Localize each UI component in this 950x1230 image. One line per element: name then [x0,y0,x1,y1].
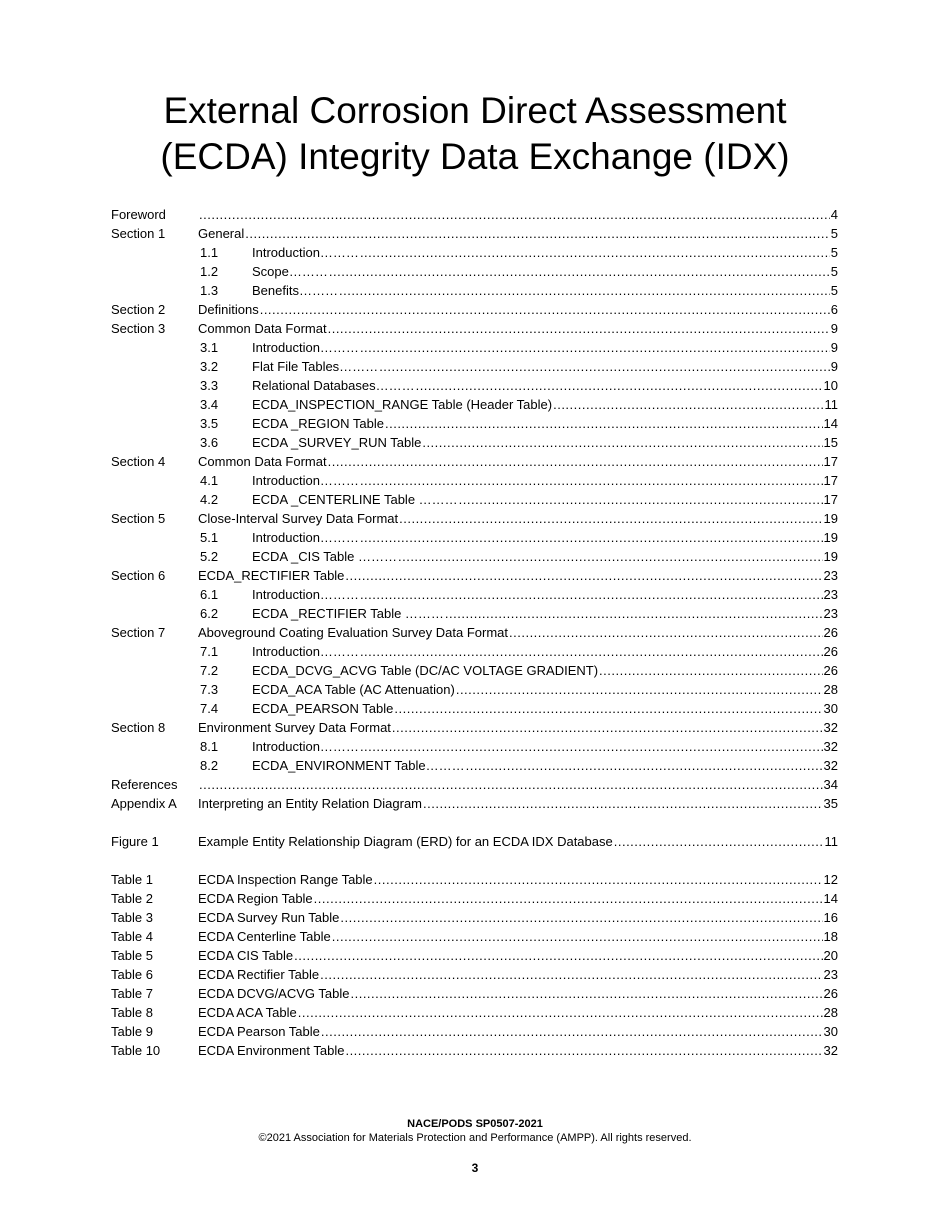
toc-page-number: 19 [823,530,838,545]
toc-title: ECDA_INSPECTION_RANGE Table (Header Table) [252,397,553,412]
toc-page-number: 17 [823,492,838,507]
toc-title: ECDA_DCVG_ACVG Table (DC/AC VOLTAGE GRADIENT) [252,663,599,678]
toc-title: ECDA _RECTIFIER Table ……… [252,606,444,621]
toc-page-number: 32 [823,758,838,773]
table-list-row[interactable] [111,889,838,908]
toc-title: Example Entity Relationship Diagram (ERD) for an ECDA IDX Database [198,834,613,849]
document-title [0,88,950,180]
toc-row[interactable] [111,205,838,224]
toc-page-number: 9 [830,359,838,374]
toc-page-number: 20 [823,948,838,963]
toc-entry [198,927,838,946]
toc-label: Section 2 [111,302,166,317]
toc-page-number: 34 [823,777,838,792]
toc-leader-dots [360,338,830,357]
toc-page-number: 28 [823,1005,838,1020]
toc-page-number: 32 [823,739,838,754]
toc-entry [200,642,838,661]
toc-title: Introduction……… [252,245,359,260]
toc-leader-dots [509,623,823,642]
toc-title: Benefits……… [252,283,338,298]
toc-entry [198,205,838,224]
toc-entry [198,1003,838,1022]
toc-page-number: 30 [823,1024,838,1039]
toc-title: ECDA _CENTERLINE Table ……… [252,492,458,507]
toc-page-number: 17 [823,454,838,469]
toc-entry [200,490,838,509]
toc-entry [198,1041,838,1060]
toc-title: ECDA Pearson Table [198,1024,320,1039]
toc-page-number: 5 [830,245,838,260]
toc-label: Table 1 [111,872,153,887]
toc-leader-dots [374,870,823,889]
toc-label: Table 4 [111,929,153,944]
toc-row[interactable] [111,471,838,490]
toc-page-number: 10 [823,378,838,393]
toc-entry [200,680,838,699]
toc-leader-dots [345,1041,822,1060]
page-number: 3 [471,1161,479,1175]
toc-page-number: 14 [823,891,838,906]
toc-number: 5.2 [200,549,219,564]
toc-title: ECDA _REGION Table [252,416,384,431]
toc-label: Table 9 [111,1024,153,1039]
toc-row[interactable] [111,357,838,376]
toc-entry [200,338,838,357]
toc-title: ECDA Rectifier Table [198,967,320,982]
toc-entry [198,224,838,243]
toc-number: 1.3 [200,283,219,298]
toc-label: Table 2 [111,891,153,906]
toc-label: Section 6 [111,568,166,583]
toc-entry [198,908,838,927]
toc-label: References [111,777,178,792]
toc-row[interactable] [111,661,838,680]
toc-leader-dots [614,832,824,851]
table-list-row[interactable] [111,1041,838,1060]
toc-row[interactable] [111,395,838,414]
toc-row[interactable] [111,509,838,528]
table-list-row[interactable] [111,965,838,984]
table-list-row[interactable] [111,1003,838,1022]
toc-title: ECDA_PEARSON Table [252,701,394,716]
toc-entry [200,376,838,395]
toc-page-number: 35 [823,796,838,811]
toc-leader-dots [360,585,823,604]
toc-leader-dots [360,642,823,661]
toc-page-number: 5 [830,283,838,298]
toc-entry [200,433,838,452]
toc-leader-dots [385,414,823,433]
toc-label: Section 7 [111,625,166,640]
toc-page-number: 17 [823,473,838,488]
toc-title: Introduction……… [252,587,359,602]
toc-row[interactable] [111,718,838,737]
toc-label: Table 8 [111,1005,153,1020]
toc-entry [200,357,838,376]
toc-row[interactable] [111,414,838,433]
toc-label: Table 3 [111,910,153,925]
toc-page-number: 16 [823,910,838,925]
toc-row[interactable] [111,528,838,547]
toc-leader-dots [332,927,823,946]
toc-label: Section 3 [111,321,166,336]
toc-page-number: 18 [823,929,838,944]
toc-leader-dots [466,756,823,775]
toc-leader-dots [314,889,823,908]
toc-entry [198,509,838,528]
toc-title: ECDA CIS Table [198,948,294,963]
toc-entry [198,300,838,319]
toc-leader-dots [360,528,823,547]
toc-leader-dots [298,1003,823,1022]
toc-number: 3.6 [200,435,219,450]
toc-page-number: 26 [823,663,838,678]
toc-row[interactable] [111,604,838,623]
toc-number: 6.2 [200,606,219,621]
toc-entry [200,699,838,718]
toc-number: 3.3 [200,378,219,393]
toc-title: Introduction……… [252,739,359,754]
toc-page-number: 9 [830,321,838,336]
toc-leader-dots [360,737,823,756]
toc-number: 6.1 [200,587,219,602]
toc-title: ECDA Centerline Table [198,929,331,944]
toc-leader-dots [328,452,823,471]
toc-page-number: 19 [823,549,838,564]
toc-label: Section 4 [111,454,166,469]
toc-title: ECDA ACA Table [198,1005,297,1020]
toc-page-number: 32 [823,1043,838,1058]
toc-label: Table 7 [111,986,153,1001]
toc-number: 3.2 [200,359,219,374]
toc-title: ECDA Environment Table [198,1043,345,1058]
toc-leader-dots [423,794,823,813]
toc-page-number: 14 [823,416,838,431]
toc-title: Introduction……… [252,530,359,545]
toc-leader-dots [379,357,830,376]
toc-title: Flat File Tables……… [252,359,379,374]
toc-leader-dots [416,376,823,395]
toc-row[interactable] [111,756,838,775]
toc-entry [198,946,838,965]
toc-leader-dots [459,490,823,509]
toc-row[interactable] [111,338,838,357]
toc-entry [198,984,838,1003]
toc-leader-dots [360,471,823,490]
toc-label: Section 1 [111,226,166,241]
toc-row[interactable] [111,794,838,813]
toc-title: ECDA_ACA Table (AC Attenuation) [252,682,455,697]
toc-label: Section 8 [111,720,166,735]
toc-leader-dots [456,680,823,699]
toc-row[interactable] [111,547,838,566]
toc-page-number: 30 [823,701,838,716]
toc-page-number: 23 [823,606,838,621]
toc-number: 4.1 [200,473,219,488]
toc-leader-dots [199,775,823,794]
toc-title: Introduction……… [252,644,359,659]
toc-entry [200,281,838,300]
toc-number: 7.2 [200,663,219,678]
toc-title: ECDA _CIS Table ……… [252,549,397,564]
toc-title: Common Data Format [198,321,327,336]
title-line-2: (ECDA) Integrity Data Exchange (IDX) [160,136,790,177]
table-list-row[interactable] [111,946,838,965]
table-of-contents [111,205,838,1060]
toc-title: Introduction……… [252,473,359,488]
toc-entry [200,661,838,680]
toc-row[interactable] [111,262,838,281]
table-list-row[interactable] [111,870,838,889]
toc-number: 8.2 [200,758,219,773]
toc-leader-dots [445,604,823,623]
toc-number: 7.1 [200,644,219,659]
toc-entry [198,832,838,851]
toc-row[interactable] [111,376,838,395]
toc-page-number: 5 [830,264,838,279]
toc-entry [198,566,838,585]
toc-leader-dots [339,281,830,300]
toc-row[interactable] [111,300,838,319]
toc-leader-dots [599,661,823,680]
toc-leader-dots [321,1022,823,1041]
toc-row[interactable] [111,775,838,794]
toc-entry [200,262,838,281]
toc-page-number: 11 [824,397,838,412]
toc-row[interactable] [111,452,838,471]
toc-entry [200,414,838,433]
toc-title: Scope……… [252,264,328,279]
toc-title: ECDA DCVG/ACVG Table [198,986,350,1001]
toc-number: 4.2 [200,492,219,507]
toc-leader-dots [329,262,830,281]
toc-row[interactable] [111,585,838,604]
toc-entry [198,718,838,737]
toc-title: Introduction……… [252,340,359,355]
toc-title: ECDA_ENVIRONMENT Table……… [252,758,465,773]
toc-page-number: 15 [823,435,838,450]
toc-label: Section 5 [111,511,166,526]
table-list-row[interactable] [111,984,838,1003]
toc-page-number: 9 [830,340,838,355]
toc-row[interactable] [111,319,838,338]
toc-row[interactable] [111,490,838,509]
toc-title: ECDA Inspection Range Table [198,872,373,887]
toc-entry [200,585,838,604]
toc-leader-dots [294,946,822,965]
toc-leader-dots [245,224,830,243]
toc-row[interactable] [111,680,838,699]
toc-number: 5.1 [200,530,219,545]
toc-row[interactable] [111,243,838,262]
toc-number: 3.1 [200,340,219,355]
table-list-row[interactable] [111,908,838,927]
toc-entry [198,775,838,794]
toc-page-number: 23 [823,587,838,602]
toc-label: Foreword [111,207,166,222]
toc-page-number: 5 [830,226,838,241]
toc-page-number: 26 [823,625,838,640]
table-list-row[interactable] [111,1022,838,1041]
toc-page-number: 19 [823,511,838,526]
toc-title: Relational Databases……… [252,378,415,393]
toc-title: ECDA_RECTIFIER Table [198,568,345,583]
toc-leader-dots [553,395,823,414]
footer-standard: NACE/PODS SP0507-2021 [407,1118,543,1130]
toc-page-number: 4 [830,207,838,222]
toc-entry [198,452,838,471]
toc-entry [200,395,838,414]
toc-entry [200,756,838,775]
toc-page-number: 12 [823,872,838,887]
toc-leader-dots [260,300,830,319]
toc-entry [200,243,838,262]
toc-leader-dots [399,509,822,528]
toc-entry [200,528,838,547]
toc-title: ECDA Survey Run Table [198,910,340,925]
toc-page-number: 28 [823,682,838,697]
toc-row[interactable] [111,642,838,661]
toc-row[interactable] [111,224,838,243]
toc-number: 8.1 [200,739,219,754]
toc-leader-dots [398,547,823,566]
toc-entry [198,623,838,642]
toc-title: Common Data Format [198,454,327,469]
toc-entry [198,965,838,984]
toc-title: Environment Survey Data Format [198,720,391,735]
toc-page-number: 6 [830,302,838,317]
toc-label: Appendix A [111,796,177,811]
toc-page-number: 23 [823,967,838,982]
toc-number: 7.3 [200,682,219,697]
toc-page-number: 23 [823,568,838,583]
toc-label: Table 10 [111,1043,161,1058]
toc-title: ECDA Region Table [198,891,313,906]
toc-entry [200,547,838,566]
toc-title: General [198,226,245,241]
toc-title: ECDA _SURVEY_RUN Table [252,435,422,450]
toc-page-number: 32 [823,720,838,735]
toc-label: Table 5 [111,948,153,963]
toc-number: 3.4 [200,397,219,412]
toc-number: 7.4 [200,701,219,716]
table-list-row[interactable] [111,927,838,946]
toc-number: 1.2 [200,264,219,279]
toc-title: Aboveground Coating Evaluation Survey Data Format [198,625,509,640]
toc-row[interactable] [111,623,838,642]
toc-page-number: 26 [823,644,838,659]
toc-entry [198,870,838,889]
toc-label: Table 6 [111,967,153,982]
toc-number: 1.1 [200,245,219,260]
toc-title: Interpreting an Entity Relation Diagram [198,796,423,811]
toc-leader-dots [350,984,822,1003]
toc-entry [198,1022,838,1041]
toc-page-number: 26 [823,986,838,1001]
toc-leader-dots [328,319,830,338]
figure-list-row[interactable] [111,832,838,851]
toc-leader-dots [345,566,822,585]
toc-row[interactable] [111,281,838,300]
toc-title: Close-Interval Survey Data Format [198,511,399,526]
toc-leader-dots [392,718,823,737]
toc-page-number: 11 [824,834,838,849]
toc-entry [198,889,838,908]
toc-entry [200,471,838,490]
toc-title: Definitions [198,302,259,317]
toc-row[interactable] [111,737,838,756]
toc-label: Figure 1 [111,834,159,849]
toc-leader-dots [340,908,822,927]
toc-entry [200,737,838,756]
title-line-1: External Corrosion Direct Assessment [163,90,787,131]
toc-leader-dots [422,433,822,452]
toc-row[interactable] [111,566,838,585]
toc-leader-dots [320,965,822,984]
toc-row[interactable] [111,699,838,718]
toc-entry [198,319,838,338]
toc-leader-dots [394,699,822,718]
toc-leader-dots [199,205,830,224]
footer-copyright: ©2021 Association for Materials Protection and Performance (AMPP). All rights reserved. [258,1132,692,1144]
toc-entry [198,794,838,813]
toc-leader-dots [360,243,830,262]
toc-entry [200,604,838,623]
toc-row[interactable] [111,433,838,452]
toc-number: 3.5 [200,416,219,431]
